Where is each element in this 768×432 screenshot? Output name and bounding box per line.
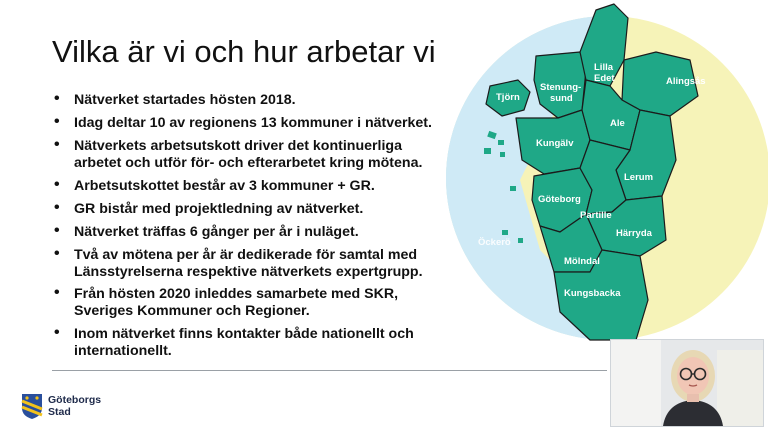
coat-of-arms-icon xyxy=(20,392,44,420)
goteborg-logo xyxy=(20,392,120,422)
label-lerum: Lerum xyxy=(624,172,654,183)
label-ale: Ale xyxy=(610,118,625,129)
label-lilla-edet-1: Lilla xyxy=(594,62,614,73)
label-partille: Partille xyxy=(580,210,612,221)
webcam-video[interactable] xyxy=(610,339,764,427)
bullet-item: • Från hösten 2020 inleddes samarbete med SKR, Sveriges Kommuner och Regioner. xyxy=(52,286,447,320)
bullet-list xyxy=(52,92,447,366)
bullet-item: • Nätverket träffas 6 gånger per år i nuläget. xyxy=(52,224,447,241)
bullet-item: • Arbetsutskottet består av 3 kommuner + GR. xyxy=(52,178,447,195)
label-goteborg: Göteborg xyxy=(538,194,581,205)
bullet-item: • GR bistår med projektledning av nätverket. xyxy=(52,201,447,218)
label-stenungsund-1: Stenung- xyxy=(540,82,582,93)
logo-text xyxy=(48,394,101,418)
label-tjorn: Tjörn xyxy=(496,92,520,103)
bullet-item: • Idag deltar 10 av regionens 13 kommuner i nätverket. xyxy=(52,115,447,132)
person-video-icon xyxy=(611,340,763,426)
label-lilla-edet-2: Edet xyxy=(594,73,615,84)
label-kungalv: Kungälv xyxy=(536,138,574,149)
bullet-item: • Nätverkets arbetsutskott driver det kontinuerliga arbetet och utför för- och efterarbetet kring mötena. xyxy=(52,138,447,172)
label-alingsas: Alingsås xyxy=(666,76,706,87)
footer-divider xyxy=(52,370,607,371)
label-stenungsund-2: sund xyxy=(550,93,573,104)
region-map xyxy=(440,0,768,350)
label-ockero: Öckerö xyxy=(478,237,511,248)
bullet-item: • Två av mötena per år är dedikerade för samtal med Länsstyrelserna respektive nätverkets expertgrupp. xyxy=(52,247,447,281)
label-molndal: Mölndal xyxy=(564,256,600,267)
bullet-item: • Nätverket startades hösten 2018. xyxy=(52,92,447,109)
label-harryda: Härryda xyxy=(616,228,652,239)
region-map-svg xyxy=(440,0,768,350)
logo-line-2: Stad xyxy=(48,406,71,418)
logo-line-1: Göteborgs xyxy=(48,394,102,406)
bullet-item: • Inom nätverket finns kontakter både nationellt och internationellt. xyxy=(52,326,447,360)
label-kungsbacka: Kungsbacka xyxy=(564,288,621,299)
slide-title: Vilka är vi och hur arbetar vi xyxy=(52,34,436,69)
